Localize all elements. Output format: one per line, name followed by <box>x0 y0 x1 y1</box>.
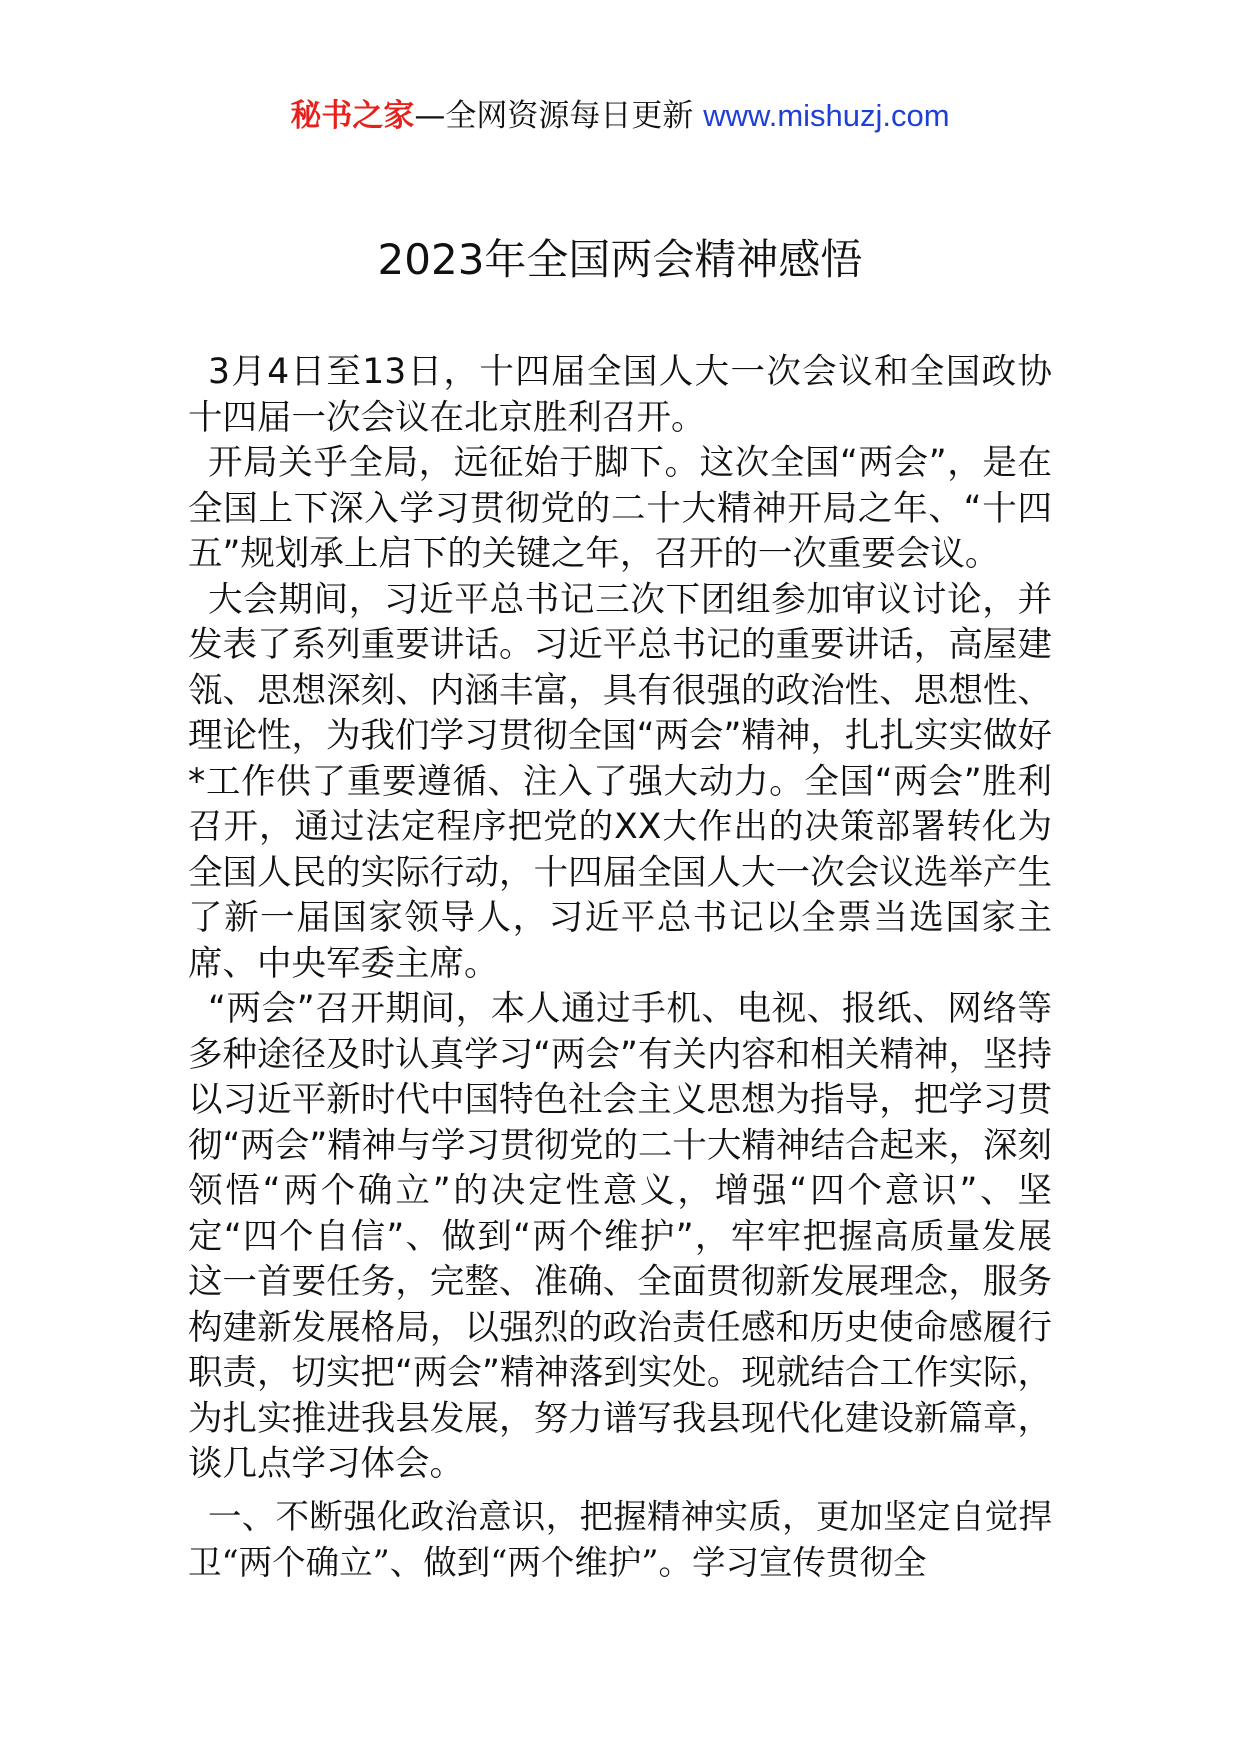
section-heading-paragraph: 一、不断强化政治意识，把握精神实质，更加坚定自觉捍卫“两个确立”、做到“两个维护”。学习宣传贯彻全 <box>188 1496 1052 1582</box>
paragraph: “两会”召开期间，本人通过手机、电视、报纸、网络等多种途径及时认真学习“两会”有关内容和相关精神，坚持以习近平新时代中国特色社会主义思想为指导，把学习贯彻“两会”精神与学习贯彻党的二十大精神结合起来，深刻领悟“两个确立”的决定性意义，增强“四个意识”、坚定“四个自信”、做到“两个维护”，牢牢把握高质量发展这一首要任务，完整、准确、全面贯彻新发展理念，服务构建新发展格局，以强烈的政治责任感和历史使命感履行职责，切实把“两会”精神落到实处。现就结合工作实际，为扎实推进我县发展，努力谱写我县现代化建设新篇章，谈几点学习体会。 <box>188 989 1052 1484</box>
document-title: 2023年全国两会精神感悟 <box>377 235 863 284</box>
paragraph: 大会期间，习近平总书记三次下团组参加审议讨论，并发表了系列重要讲话。习近平总书记的重要讲话，高屋建瓴、思想深刻、内涵丰富，具有很强的政治性、思想性、理论性，为我们学习贯彻全国“两会”精神，扎扎实实做好*工作供了重要遵循、注入了强大动力。全国“两会”胜利召开，通过法定程序把党的XX大作出的决策部署转化为全国人民的实际行动，十四届全国人大一次会议选举产生了新一届国家领导人，习近平总书记以全票当选国家主席、中央军委主席。 <box>188 579 1052 984</box>
site-brand: 秘书之家 <box>290 98 415 134</box>
paragraph: 3月4日至13日，十四届全国人大一次会议和全国政协十四届一次会议在北京胜利召开。 <box>188 352 1052 438</box>
site-header <box>0 96 1240 136</box>
document-body <box>188 350 1052 1586</box>
site-url-link[interactable]: www.mishuzj.com <box>703 98 950 133</box>
site-slogan: —全网资源每日更新 <box>414 98 694 134</box>
paragraph: 开局关乎全局，远征始于脚下。这次全国“两会”，是在全国上下深入学习贯彻党的二十大精神开局之年、“十四五”规划承上启下的关键之年，召开的一次重要会议。 <box>188 443 1052 574</box>
